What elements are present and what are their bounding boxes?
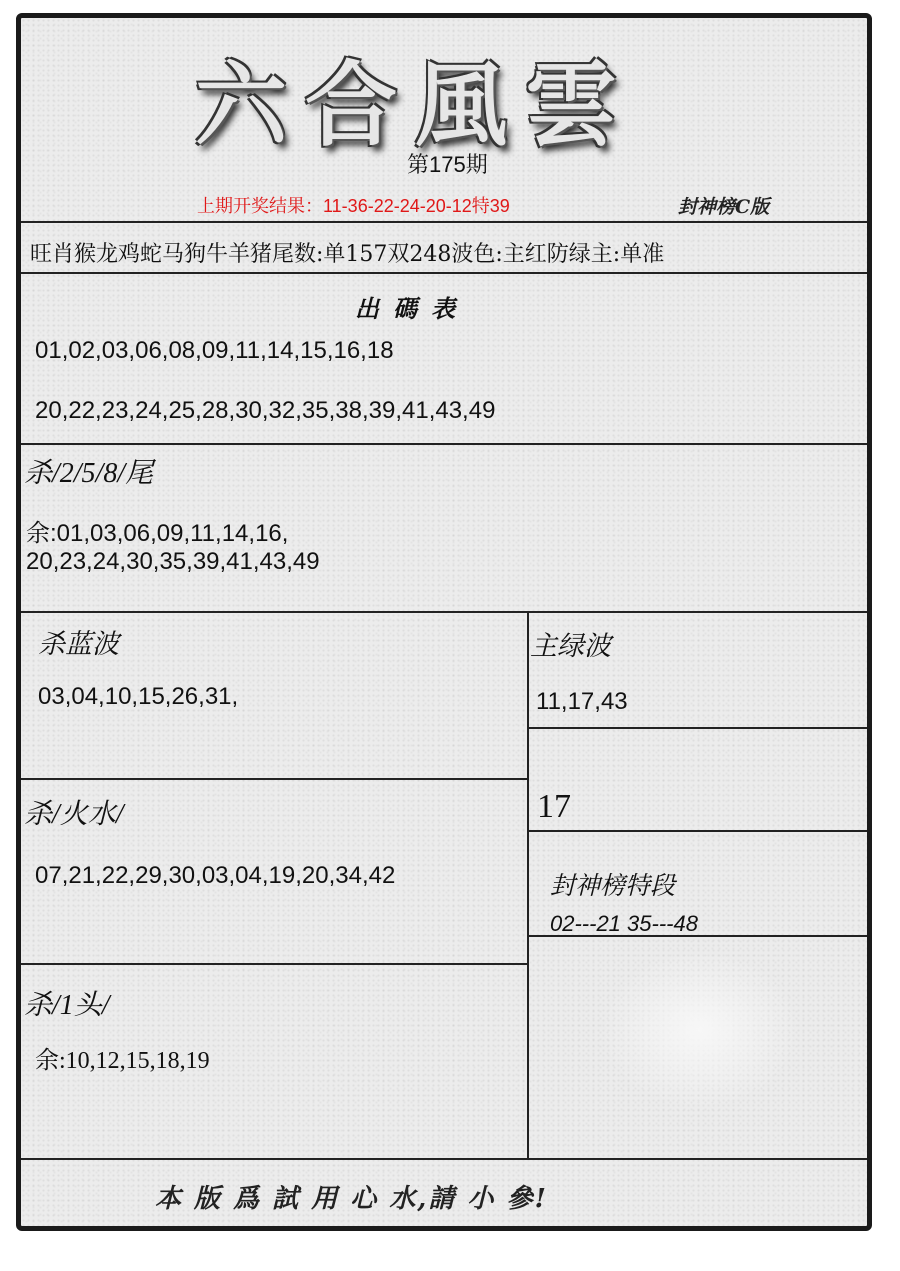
- page-title: 六合風雲: [195, 51, 636, 159]
- kill-head-title: 杀/1头/: [24, 990, 110, 1021]
- divider-header: [21, 221, 867, 223]
- kill-fire-water-title: 杀/火水/: [24, 799, 124, 830]
- kill-tail-rest-1: 余:01,03,06,09,11,14,16,: [26, 520, 289, 547]
- divider-zodiac: [21, 272, 867, 274]
- divider-right-2: [528, 830, 867, 832]
- chuma-row-1: 01,02,03,06,08,09,11,14,15,16,18: [35, 337, 394, 364]
- kill-head-rest: 余:10,12,15,18,19: [35, 1048, 210, 1074]
- fengshen-segment-range: 02---21 35---48: [550, 911, 698, 936]
- divider-kill-tail: [21, 611, 867, 613]
- divider-chuma: [21, 443, 867, 445]
- divider-left-1: [21, 778, 528, 780]
- kill-tail-rest-2: 20,23,24,30,35,39,41,43,49: [26, 548, 320, 575]
- edition-label: 封神榜C版: [678, 196, 770, 218]
- main-green-numbers: 11,17,43: [536, 688, 628, 715]
- chuma-row-2: 20,22,23,24,25,28,30,32,35,38,39,41,43,49: [35, 397, 496, 424]
- zodiac-line: 旺肖猴龙鸡蛇马狗牛羊猪尾数:单157双248波色:主红防绿主:单准: [30, 242, 665, 267]
- blank-panel: [600, 950, 800, 1110]
- divider-footer: [21, 1158, 867, 1160]
- divider-left-2: [21, 963, 528, 965]
- special-number: 17: [537, 788, 571, 825]
- main-green-title: 主绿波: [530, 631, 611, 661]
- divider-right-1: [528, 727, 867, 729]
- kill-blue-numbers: 03,04,10,15,26,31,: [38, 683, 239, 710]
- footer-note: 本 版 爲 試 用 心 水,請 小 參!: [155, 1184, 548, 1214]
- chuma-title: 出碼表: [355, 294, 469, 323]
- divider-vertical: [527, 611, 529, 1159]
- fengshen-segment-title: 封神榜特段: [550, 873, 676, 900]
- kill-tail-title: 杀/2/5/8/尾: [24, 458, 154, 489]
- issue-number: 第175期: [407, 152, 488, 177]
- kill-fire-water-numbers: 07,21,22,29,30,03,04,19,20,34,42: [35, 862, 396, 889]
- kill-blue-title: 杀蓝波: [38, 629, 119, 659]
- last-draw-result: 上期开奖结果：11-36-22-24-20-12特39: [197, 196, 510, 216]
